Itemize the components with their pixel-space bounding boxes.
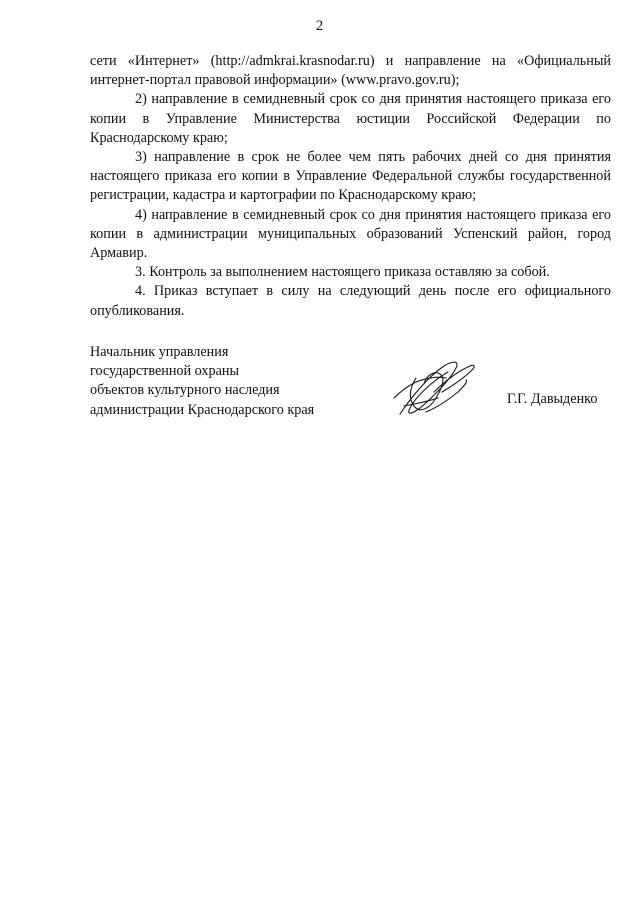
paragraph-item-2: 2) направление в семидневный срок со дня принятия настоящего приказа его копии в Управление Министерства юстиции Российской Федерации по Краснодарскому краю;	[90, 91, 611, 146]
page-number: 2	[315, 18, 324, 34]
paragraph-item-3: 3) направление в срок не более чем пять рабочих дней со дня принятия настоящего приказа его копии в Управление Федеральной службы государственной регистрации, кадастра и картографии по Краснодарскому краю;	[90, 149, 611, 204]
paragraph-effective-clause: 4. Приказ вступает в силу на следующий день после его официального опубликования.	[90, 283, 611, 319]
position-line: государственной охраны	[90, 363, 240, 380]
paragraph-control-clause: 3. Контроль за выполнением настоящего приказа оставляю за собой.	[135, 264, 550, 281]
position-line: Начальник управления	[90, 344, 229, 360]
document-body	[90, 52, 611, 321]
paragraph-item-4: 4) направление в семидневный срок со дня принятия настоящего приказа его копии в администрации муниципальных образований Успенский район, город Армавир.	[90, 206, 611, 262]
position-line: объектов культурного наследия	[90, 382, 280, 399]
signer-name: Г.Г. Давыденко	[507, 391, 598, 407]
position-line: администрации Краснодарского края	[90, 401, 315, 418]
signatory-position	[90, 343, 370, 420]
paragraph-continuation: сети «Интернет» (http://admkrai.krasnodar.ru) и направление на «Официальный интернет-портал правовой информации» (www.pravo.gov.ru);	[90, 53, 611, 89]
handwritten-signature	[386, 358, 478, 420]
